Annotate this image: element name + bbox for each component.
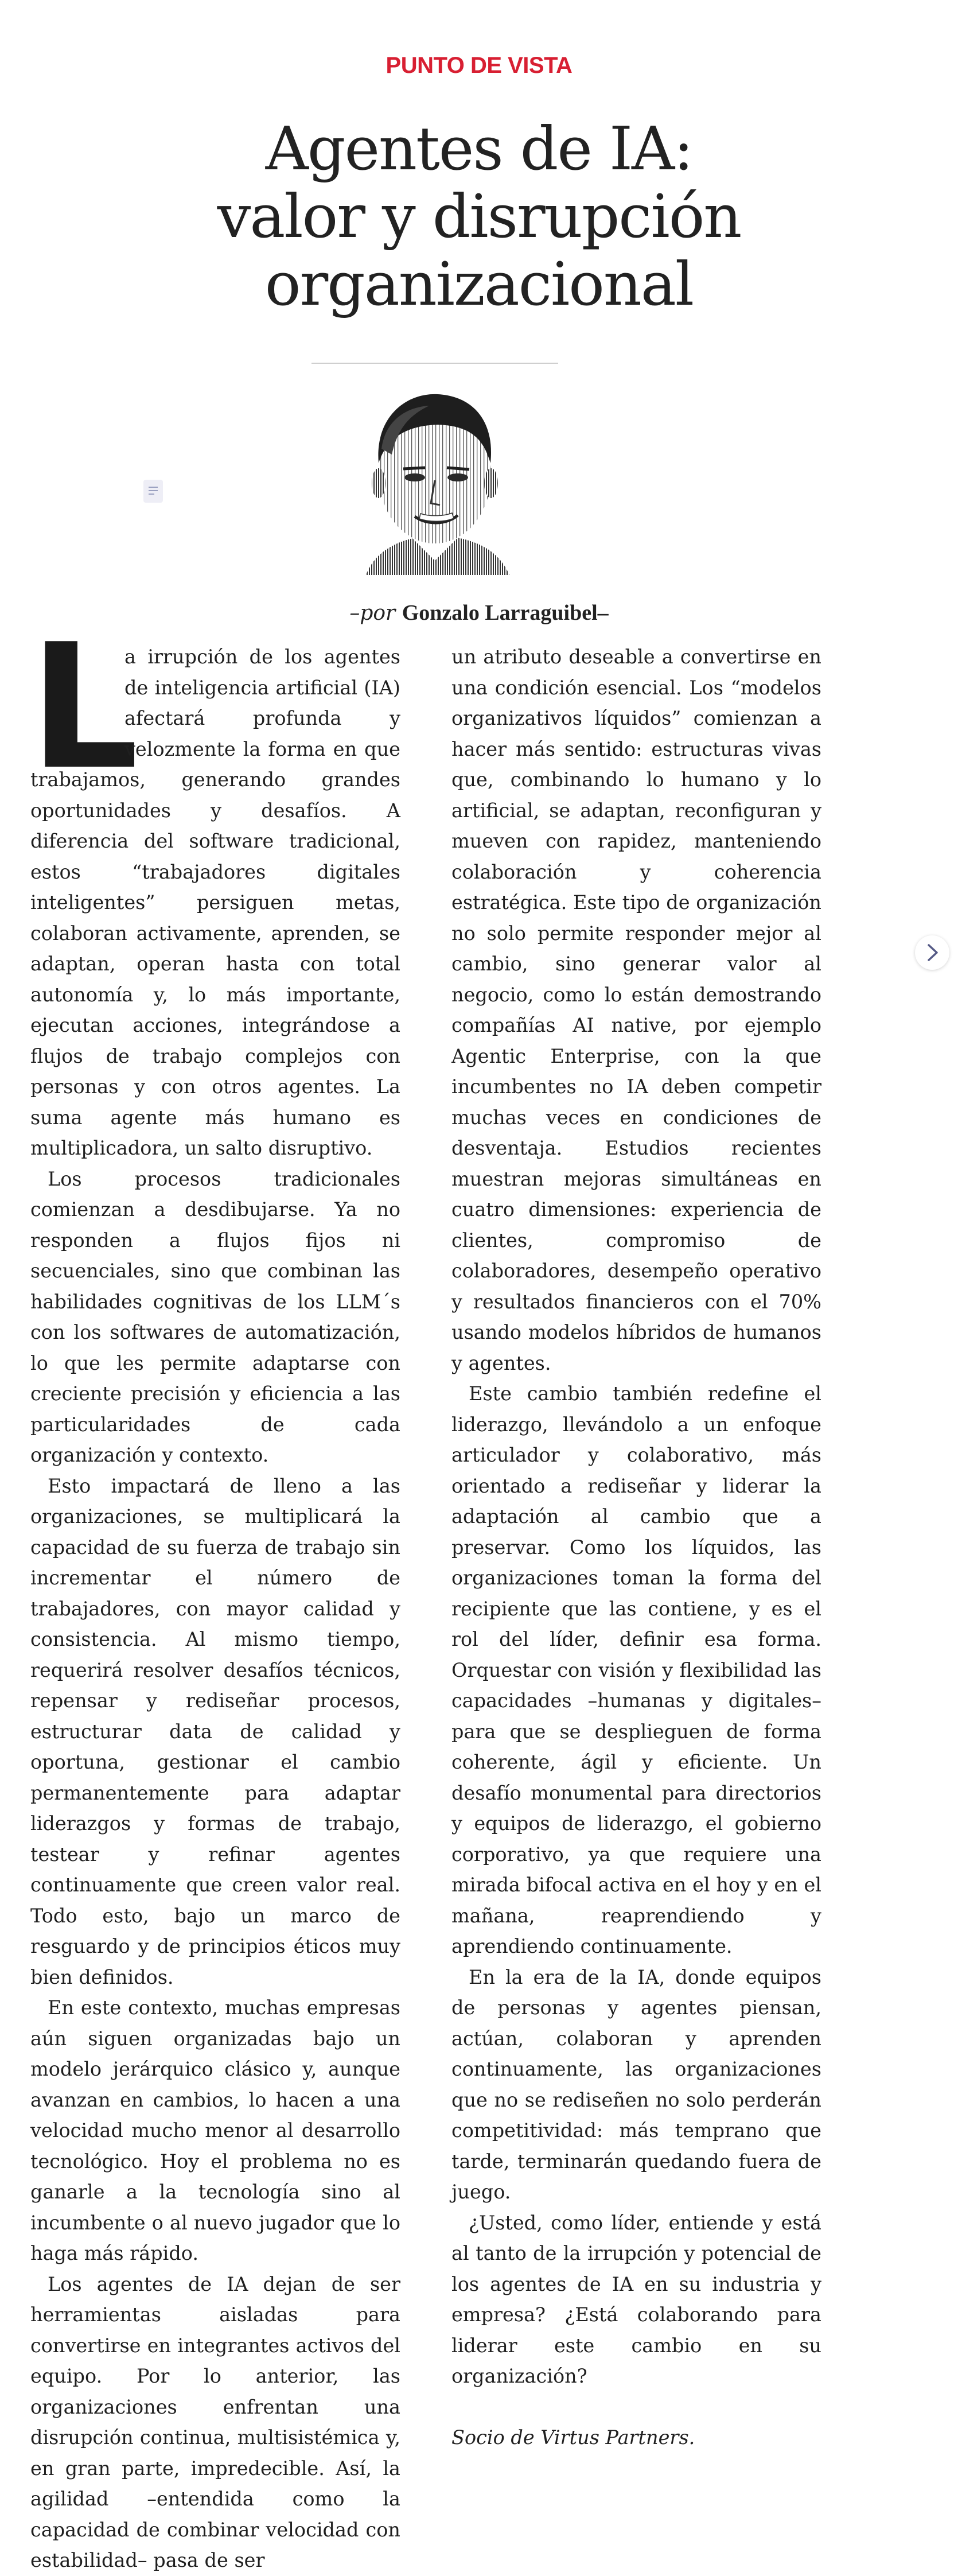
byline-suffix: – [597,601,609,625]
headline-line-3: organizacional [264,249,694,319]
paragraph: En la era de la IA, donde equipos de personas y agentes piensan, actúan, colaboran y aprenden continuamente, las organizaciones que no se rediseñen no solo perderán competitividad: más temprano que tarde, terminarán quedando fuera de juego. [451,1965,821,2203]
paragraph: Este cambio también redefine el liderazgo, llevándolo a un enfoque articulador y colaborativo, más orientado a rediseñar y liderar la adaptación al cambio que a preservar. Como los líquidos, las organizaciones toman la forma del recipiente que las contiene, y es el rol del líder, definir esa forma. Orquestar con visión y flexibilidad las capacidades –humanas y digitales– para que se desplieguen de forma coherente, ágil y eficiente. Un desafío monumental para directorios y equipos de liderazgo, el gobierno corporativo, ya que requiere una mirada bifocal activa en el hoy y en el mañana, reaprendiendo y aprendiendo continuamente. [451,1382,821,1957]
byline-prefix: –por [349,601,396,625]
headline [0,115,958,318]
next-page-button[interactable] [915,935,949,970]
author-name: Gonzalo Larraguibel [402,601,598,625]
author-signature: Socio de Virtus Partners. [451,2426,695,2449]
paragraph: Esto impactará de lleno a las organizaciones, se multiplicará la capacidad de su fuerza de trabajo sin incrementar el número de trabajadores, con mayor calidad y consistencia. Al mismo tiempo, requerirá resolver desafíos técnicos, repensar y rediseñar procesos, estructurar data de calidad y oportuna, gestionar el cambio permanentemente para adaptar liderazgos y formas de trabajo, testear y refinar agentes continuamente que creen valor real. Todo esto, bajo un marco de resguardo y de principios éticos muy bien definidos. [30,1474,400,1988]
paragraph: En este contexto, muchas empresas aún siguen organizadas bajo un modelo jerárquico clásico y, aunque avanzan en cambios, lo hacen a una velocidad mucho menor al desarrollo tecnológico. Hoy el problema no es ganarle a la tecnología sino al incumbente o al nuevo jugador que lo haga más rápido. [30,1996,400,2264]
headline-line-1: Agentes de IA: [265,114,693,184]
paragraph: Los agentes de IA dejan de ser herramientas aisladas para convertirse en integrantes activos del equipo. Por lo anterior, las organizaciones enfrentan una disrupción continua, multisistémica y, en gran parte, impredecible. Así, la agilidad –entendida como la capacidad de combinar velocidad con estabilidad– pasa de ser [30,2272,400,2571]
article-column-left [29,607,400,2576]
paragraph: Los procesos tradicionales comienzan a desdibujarse. Ya no responden a flujos fijos ni secuenciales, sino que combinan las habilidades cognitivas de los LLM´s con los softwares de automatización, lo que les permite adaptarse con creciente precisión y eficiencia a las particularidades de cada organización y contexto. [30,1167,400,1466]
paragraph: a irrupción de los agentes de inteligencia artificial (IA) afectará profunda y velozmente la forma en que trabajamos, generando grandes oportunidades y desafíos. A diferencia del software tradicional, estos “trabajadores digitales inteligentes” persiguen metas, colaboran activamente, aprenden, se adaptan, operan hasta con total autonomía y, lo más importante, ejecutan acciones, integrándose a flujos de trabajo complejos con personas y con otros agentes. La suma agente más humano es multiplicadora, un salto disruptivo. [30,646,400,1159]
author-portrait [311,363,558,575]
section-label: PUNTO DE VISTA [385,53,573,78]
paragraph: ¿Usted, como líder, entiende y está al tanto de la irrupción y potencial de los agentes de IA en su industria y empresa? ¿Está colaborando para liderar este cambio en su organización? [451,2211,821,2387]
chevron-right-icon [925,943,940,962]
byline [0,600,958,625]
drop-cap: L [29,607,139,807]
headline-line-2: valor y disrupción [217,181,741,251]
article-column-right [451,642,821,2453]
paragraph: un atributo deseable a convertirse en una condición esencial. Los “modelos organizativos líquidos” comienzan a hacer más sentido: estructuras vivas que, combinando lo humano y lo artificial, se adaptan, reconfiguran y mueven con rapidez, manteniendo colaboración y coherencia estratégica. Este tipo de organización no solo permite responder mejor al cambio, sino generar valor al negocio, como lo están demostrando compañías AI native, por ejemplo Agentic Enterprise, con la que incumbentes no IA deben competir muchas veces en condiciones de desventaja. Estudios recientes muestran mejoras simultáneas en cuatro dimensiones: experiencia de clientes, compromiso de colaboradores, desempeño operativo y resultados financieros con el 70% usando modelos híbridos de humanos y agentes. [451,646,821,1374]
note-icon[interactable] [143,480,163,503]
